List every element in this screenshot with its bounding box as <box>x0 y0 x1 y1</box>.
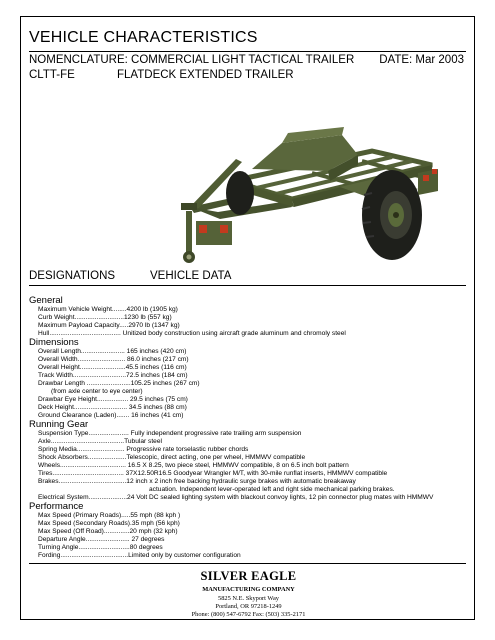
vehicle-data-header: VEHICLE DATA <box>150 270 232 282</box>
footer-rule <box>29 563 466 564</box>
page-title: VEHICLE CHARACTERISTICS <box>29 29 258 46</box>
spec-row: Drawbar Eye Height................. 29.5 inches (75 cm) <box>38 396 188 403</box>
spec-row: Curb Weight...........................1230 lb (557 kg) <box>38 314 172 321</box>
spec-row-continued: actuation. Independent lever-operated left and right side mechanical parking brakes. <box>149 486 395 493</box>
spec-row: Drawbar Length ........................105.25 inches (267 cm) <box>38 380 200 387</box>
model-code: CLTT-FE <box>29 69 75 81</box>
general-heading: General <box>29 295 63 306</box>
designations-header: DESIGNATIONS <box>29 270 116 282</box>
nomenclature: NOMENCLATURE: COMMERCIAL LIGHT TACTICAL TRAILER <box>29 54 355 66</box>
spec-row: Tires....................................... 37X12.50R16.5 Goodyear Wrangler M/T, with 30-mile runflat inserts, HMMWV compatible <box>38 470 388 477</box>
spec-row: Shock Absorbers.....................Telescopic, direct acting, one per wheel, HMMWV compatible <box>38 454 306 461</box>
address-line-2: Portland, OR 97218-1249 <box>215 603 282 610</box>
performance-heading: Performance <box>29 501 84 512</box>
spec-row: Electrical System.....................24 Volt DC sealed lighting system with blackout convoy lights, 12 pin connector plug mates with HMMWV <box>38 494 434 501</box>
spec-row: Axle........................................Tubular steel <box>38 438 162 445</box>
spec-row: Max Speed (Secondary Roads).35 mph (56 kph) <box>38 520 180 527</box>
dimensions-heading: Dimensions <box>29 337 79 348</box>
spec-row: Ground Clearance (Laden)....... 16 inches (41 cm) <box>38 412 184 419</box>
model-name: FLATDECK EXTENDED TRAILER <box>117 69 294 81</box>
spec-row: Overall Length........................ 165 inches (420 cm) <box>38 348 187 355</box>
address-line-1: 5825 N.E. Skyport Way <box>218 595 279 602</box>
spec-row: Max Speed (Off Road)..............20 mph (32 kph) <box>38 528 178 535</box>
spec-row: Suspension Type...................... Fully independent progressive rate trailing arm suspension <box>38 430 302 437</box>
spec-row: Turning Angle............................80 degrees <box>38 544 163 551</box>
spec-row: Track Width.............................72.5 inches (184 cm) <box>38 372 188 379</box>
spec-row: Overall Height.........................45.5 inches (116 cm) <box>38 364 187 371</box>
spec-row-note: (from axle center to eye center) <box>51 388 143 395</box>
company-name: MANUFACTURING COMPANY <box>202 586 295 593</box>
spec-row: Fording.....................................Limited only by customer configuration <box>38 552 241 559</box>
spec-row: Max Speed (Primary Roads).....55 mph (88 kph ) <box>38 512 181 519</box>
spec-row: Overall Width.......................... 86.0 inches (217 cm) <box>38 356 189 363</box>
spec-sheet <box>20 16 475 620</box>
spec-row: Maximum Payload Capacity.....2970 lb (1347 kg) <box>38 322 180 329</box>
phone-fax: Phone: (800) 547-6792 Fax: (503) 335-2171 <box>191 611 306 618</box>
brand-name: SILVER EAGLE <box>200 569 297 583</box>
spec-row: Hull....................................... Unitized body construction using aircraft grade aluminum and chromoly steel <box>38 330 346 337</box>
trailer-photo <box>132 99 452 291</box>
running-gear-heading: Running Gear <box>29 419 89 430</box>
date: DATE: Mar 2003 <box>379 54 464 66</box>
spec-row: Maximum Vehicle Weight........4200 lb (1905 kg) <box>38 306 178 313</box>
spec-row: Departure Angle........................ 27 degrees <box>38 536 165 543</box>
title-rule <box>29 51 466 52</box>
spec-row: Wheels.................................... 16.5 X 8.25, two piece steel, HMMWV compatible, 8 on 6.5 inch bolt pattern <box>38 462 349 469</box>
trailer-illustration <box>181 127 438 263</box>
spec-row: Deck Height............................. 34.5 inches (88 cm) <box>38 404 187 411</box>
section-rule <box>29 285 466 286</box>
spec-row: Brakes.....................................12 inch x 2 inch free backing hydraulic surge brakes with automatic breakaway <box>38 478 356 485</box>
spec-row: Spring Media.......................... Progressive rate torselastic rubber chords <box>38 446 249 453</box>
